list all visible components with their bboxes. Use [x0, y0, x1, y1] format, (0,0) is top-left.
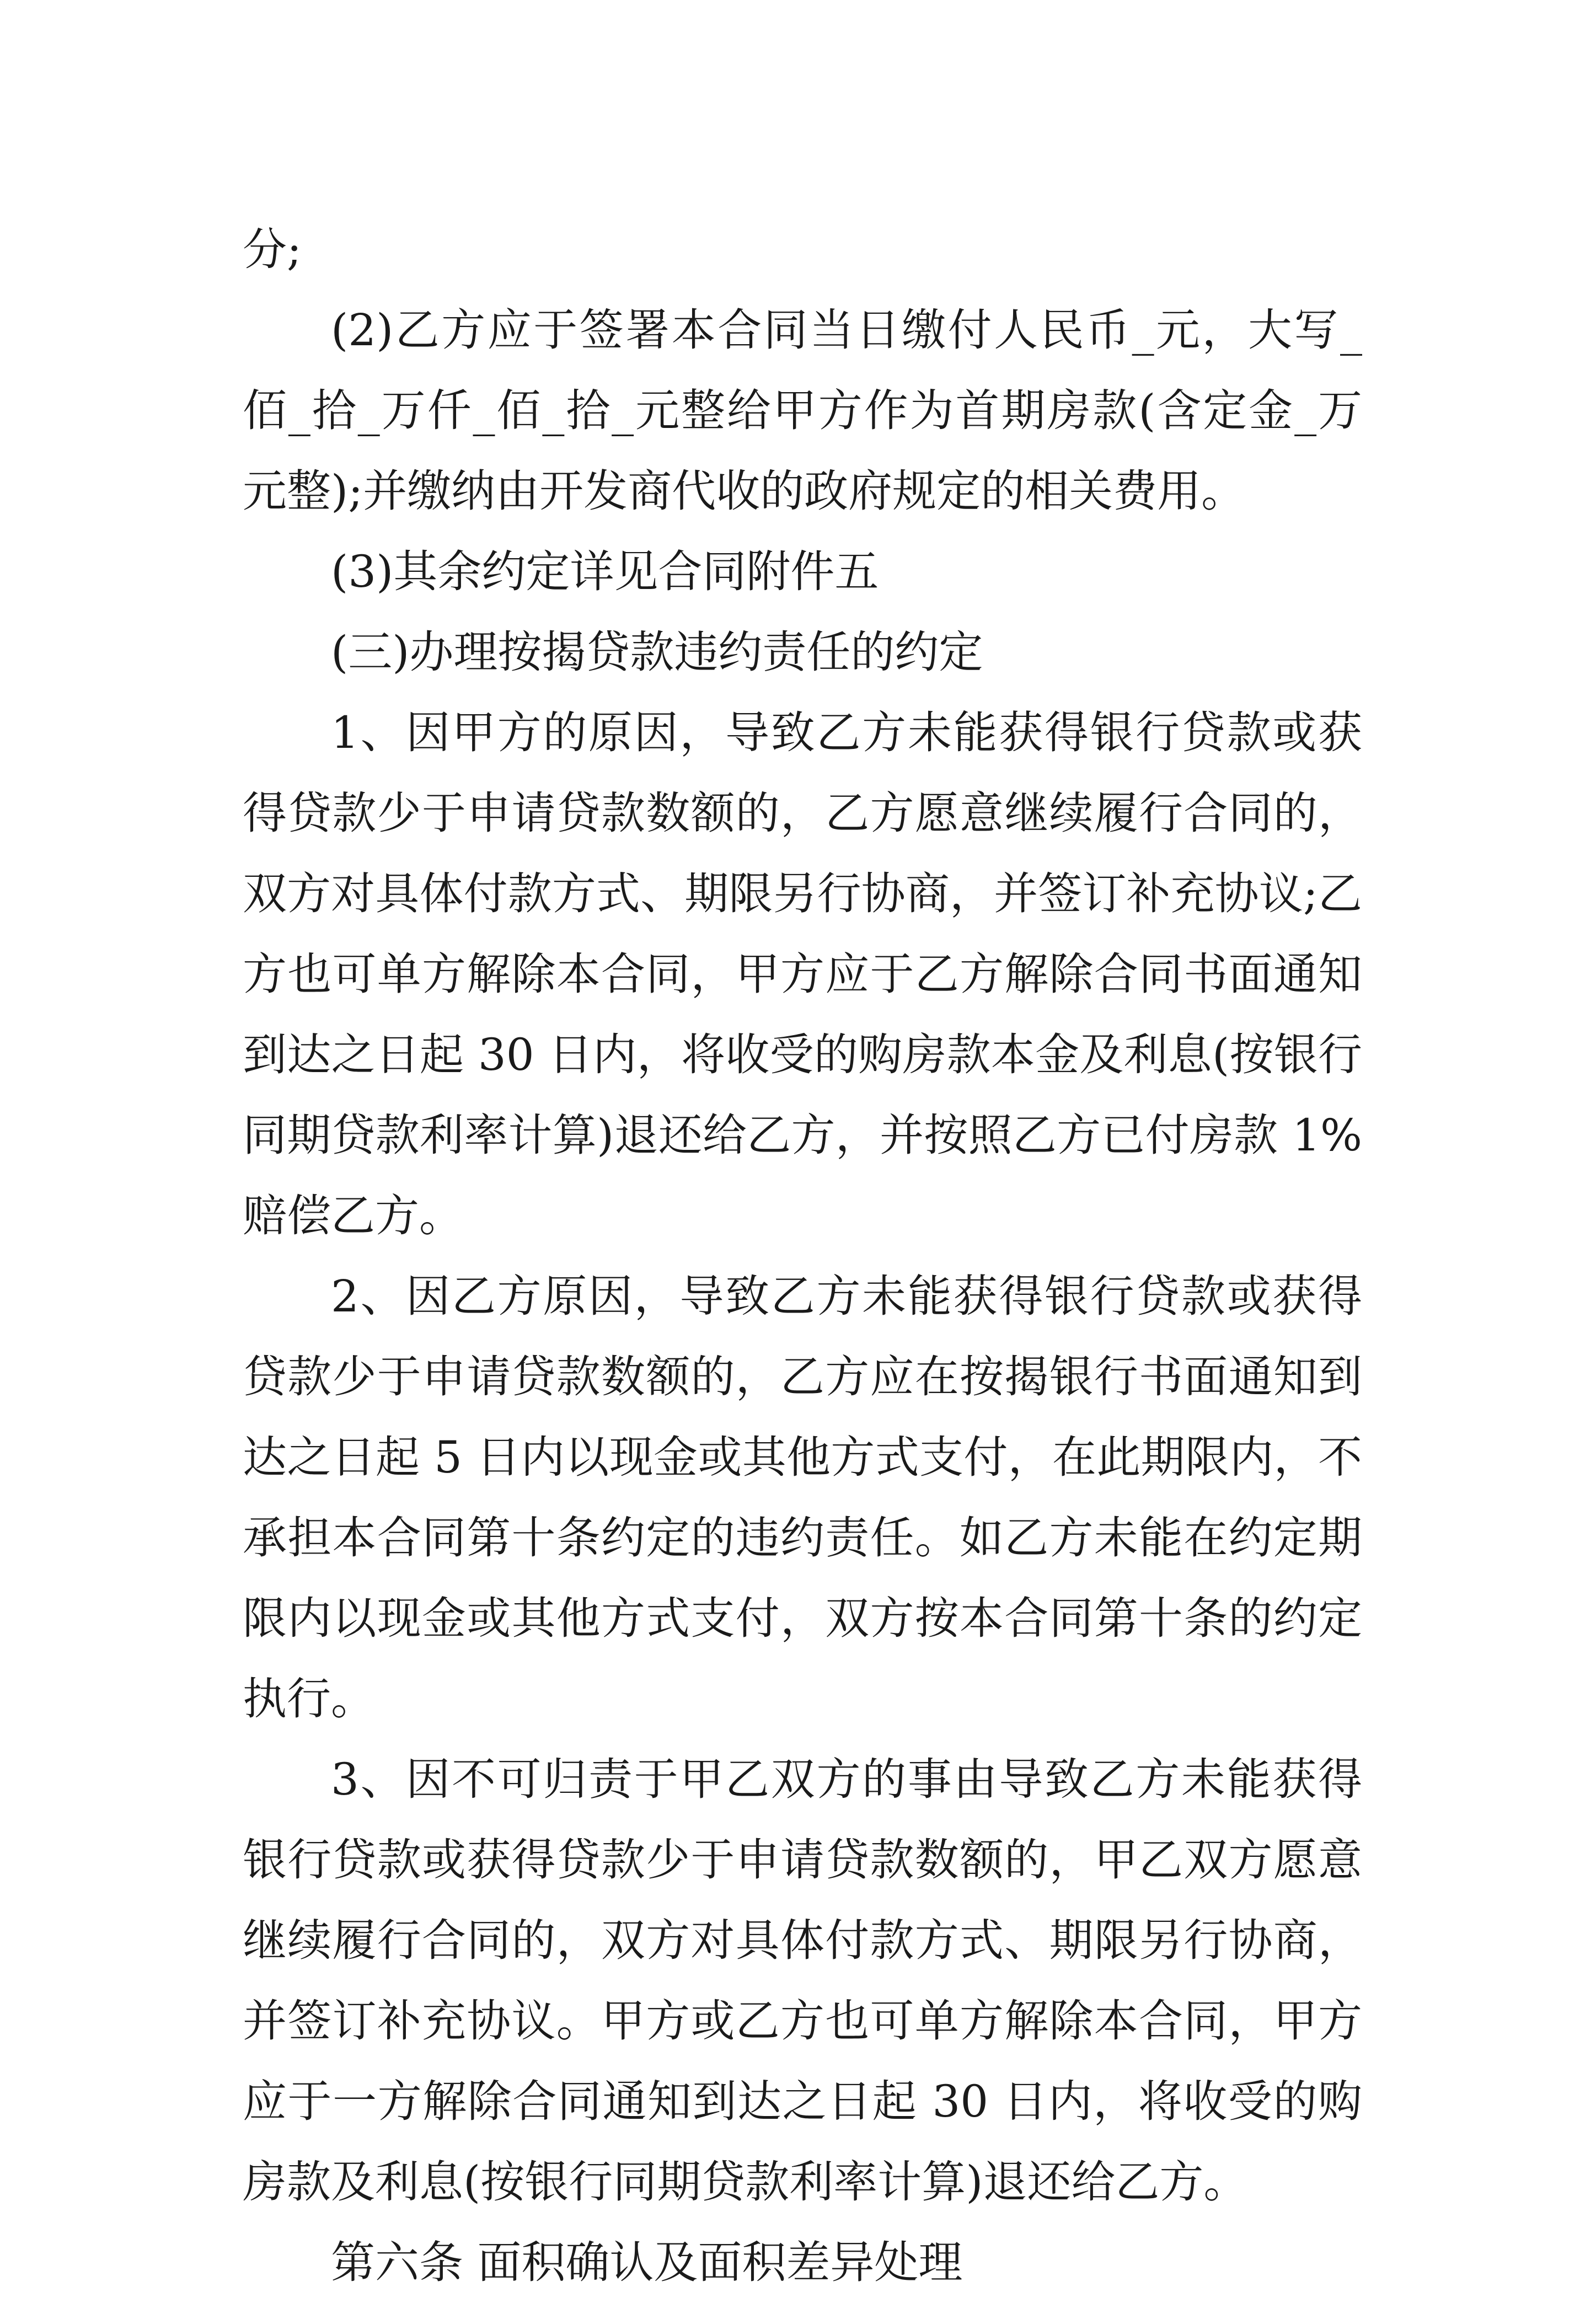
paragraph-item-1: 1、因甲方的原因，导致乙方未能获得银行贷款或获得贷款少于申请贷款数额的，乙方愿意继续履行合同的，双方对具体付款方式、期限另行协商，并签订补充协议;乙方也可单方解除本合同，甲方应于乙方解除合同书面通知到达之日起 30 日内，将收受的购房款本金及利息(按银行同期贷款利率计算)退还给乙方，并按照乙方已付房款 1%赔偿乙方。	[243, 707, 1362, 1241]
section-heading-mortgage-breach: (三)办理按揭贷款违约责任的约定	[331, 626, 983, 678]
paragraph-continuation: 分;	[243, 224, 302, 275]
paragraph-clause-3: (3)其余约定详见合同附件五	[331, 546, 879, 597]
paragraph-clause-2: (2)乙方应于签署本合同当日缴付人民币_元，大写_佰_拾_万仟_佰_拾_元整给甲方作为首期房款(含定金_万元整);并缴纳由开发商代收的政府规定的相关费用。	[243, 304, 1362, 517]
paragraph-item-2: 2、因乙方原因，导致乙方未能获得银行贷款或获得贷款少于申请贷款数额的，乙方应在按揭银行书面通知到达之日起 5 日内以现金或其他方式支付，在此期限内，不承担本合同第十条约定的违约责任。如乙方未能在约定期限内以现金或其他方式支付，双方按本合同第十条的约定执行。	[243, 1271, 1362, 1724]
paragraph-item-3: 3、因不可归责于甲乙双方的事由导致乙方未能获得银行贷款或获得贷款少于申请贷款数额的，甲乙双方愿意继续履行合同的，双方对具体付款方式、期限另行协商，并签订补充协议。甲方或乙方也可单方解除本合同，甲方应于一方解除合同通知到达之日起 30 日内，将收受的购房款及利息(按银行同期贷款利率计算)退还给乙方。	[243, 1754, 1362, 2208]
document-body	[243, 210, 1362, 2303]
article-heading-area: 第六条 面积确认及面积差异处理	[331, 2237, 963, 2288]
